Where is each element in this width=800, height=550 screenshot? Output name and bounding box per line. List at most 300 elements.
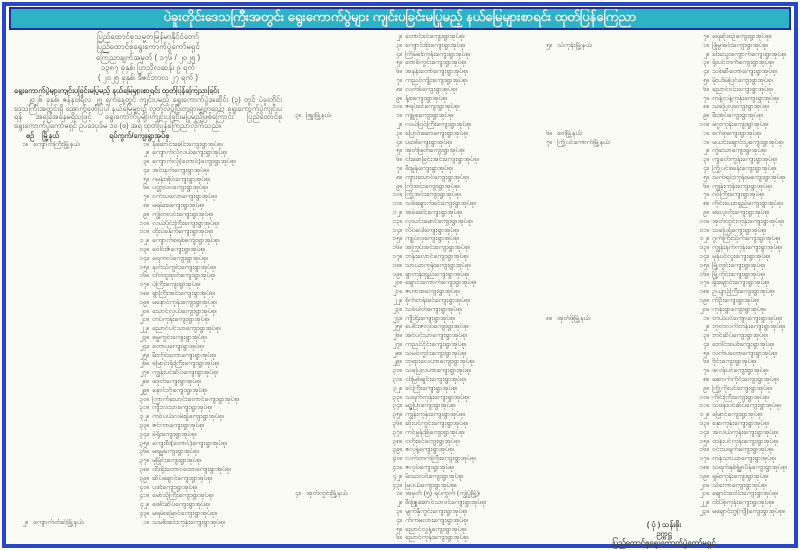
- village-number: ၁၂။: [699, 411, 709, 419]
- village-name: မယင်းချောင်းပွကျေးရွာအုပ်စု၊: [712, 138, 784, 146]
- village-name: ကြို့ပင်စခန်းကျေးရွာအုပ်စု၊: [712, 164, 777, 172]
- village-number: ၁၈။: [699, 288, 709, 296]
- village-name: မြောင်းရိုးကြီးကျေးရွာအုပ်စု၊: [152, 360, 220, 368]
- village-number: ၁၃။: [699, 244, 709, 252]
- village-number: ၁။: [396, 490, 402, 498]
- commission-name: ပြည်ထောင်စုရွေးကောက်ပွဲကော်မရှင်: [96, 42, 200, 51]
- village-number: ၃၆။: [392, 420, 402, 428]
- table-row: [14, 343, 282, 352]
- village-number: ၁၀။: [699, 393, 709, 401]
- table-row: [287, 367, 533, 376]
- village-name: သဖန်းပင်ဆိပ်ကျေးရွာအုပ်စု၊: [712, 402, 781, 410]
- right-column: [538, 33, 792, 547]
- village-number: ၄။: [396, 516, 402, 524]
- township-name: သဲကုန်းမြို့နယ်: [557, 41, 592, 49]
- table-row: [287, 227, 533, 236]
- village-number: ၉။: [703, 112, 709, 120]
- village-number: ၁၉။: [699, 472, 709, 480]
- village-number: ၃၄။: [392, 402, 402, 410]
- village-name: မနောင်ကုန်းကျေးရွာအုပ်စု၊: [152, 298, 217, 306]
- table-row: [538, 227, 792, 236]
- village-number: ၄၁။: [139, 492, 149, 500]
- column-b-rows: [287, 33, 533, 543]
- village-name: ကျီးရိုးကျေးရွာအုပ်စု၊: [405, 314, 455, 322]
- table-row: [14, 202, 282, 211]
- gregorian-date: ( ၂၀၂၅ ခုနှစ်၊ ဒီဇင်ဘာလ ၂၇ ရက် ): [97, 73, 199, 82]
- village-number: ၈။: [396, 173, 402, 181]
- table-row: [287, 95, 533, 104]
- village-number: ၂။: [396, 120, 402, 128]
- headline-text: ပဲခူးတိုင်းဒေသကြီးအတွင်း ရွေးကောက်ပွဲများ ကျင်းပခြင်းမပြုမည့် နယ်မြေများစာရင်း ထုတ်ပြန်ကြေညာ: [163, 9, 637, 24]
- village-name: ကြို့ကိုးပင်ကျေးရွာအုပ်စု၊: [712, 384, 772, 392]
- village-number: ၁၀။: [392, 103, 402, 111]
- table-row: [287, 59, 533, 68]
- village-name: ကဝ်ပယ်လမ်းခွဲကျေးရွာအုပ်စု၊: [152, 413, 224, 421]
- village-number: ၉။: [703, 384, 709, 392]
- table-row: [14, 387, 282, 396]
- village-number: ၁၉။: [139, 298, 149, 306]
- village-name: ဗောဓိကွင်းကျေးရွာအုပ်စု၊: [405, 59, 467, 67]
- table-row: [287, 323, 533, 332]
- village-number: ၅။: [143, 175, 149, 183]
- village-name: ဂဝ်ကြီးကျေးရွာအုပ်စု၊: [712, 191, 765, 199]
- village-name: ငတိုးခင်ကျေးရွာအုပ်စု၊: [405, 437, 460, 445]
- table-row: [14, 211, 282, 220]
- village-name: လိပ်ပေါကျေးရွာအုပ်စု၊: [405, 226, 459, 234]
- table-row: [538, 174, 792, 183]
- village-name: သာယာကုန်းကျေးရွာအုပ်စု၊: [405, 261, 471, 269]
- table-row: [538, 279, 792, 288]
- village-name: ခင်ကြီးကျေးရွာအုပ်စု၊: [405, 384, 457, 392]
- village-name: မဂွးကုန်းကျေးရွာအုပ်စု၊: [712, 120, 769, 128]
- village-number: ၂၁။: [139, 316, 149, 324]
- village-name: ကိုင်းယောရှည်ကျေးရွာအုပ်စု၊: [712, 200, 783, 208]
- village-name: ငါးမြစ်ချင်းကျေးရွာအုပ်စု၊: [405, 376, 466, 384]
- village-name: ပေါင်းဇလုပ်ကျေးရွာအုပ်စု၊: [405, 323, 469, 331]
- table-row: [287, 464, 533, 473]
- table-row: [287, 218, 533, 227]
- table-row: [14, 466, 282, 475]
- village-name: မရမ်းမြောင်ကျေးရွာအုပ်စု။: [152, 509, 217, 517]
- village-number: ၄။: [396, 50, 402, 58]
- table-row: [14, 299, 282, 308]
- village-name: ထန်းပင်ကုန်းကျေးရွာအုပ်စု၊: [712, 437, 779, 445]
- village-name: လက်ပတောကျေးရွာအုပ်စု၊: [712, 349, 777, 357]
- village-name: ကံကမလားကျေးရွာအုပ်စု၊: [405, 516, 468, 524]
- village-number: ၅။: [396, 147, 402, 155]
- village-number: ၁၄။: [699, 252, 709, 260]
- village-name: ဘင်ဆိပ်ကျေးရွာအုပ်စု၊: [712, 332, 768, 340]
- village-number: ၃၃။: [392, 393, 402, 401]
- signature-block: [544, 520, 784, 548]
- table-row: [14, 510, 282, 519]
- village-number: ၂။: [143, 149, 149, 157]
- village-name: သရက်ကုန်းကျေးရွာအုပ်စု၊: [405, 393, 469, 401]
- village-number: ၁၁။: [699, 226, 709, 234]
- table-row: [14, 325, 282, 334]
- village-number: ၄၂။: [392, 472, 402, 480]
- table-row: [538, 33, 792, 42]
- village-name: ညောင်လွန့်ကျေးရွာအုပ်စု၊: [405, 525, 467, 533]
- table-row: [14, 141, 282, 150]
- village-number: ၈။: [703, 376, 709, 384]
- village-number: ၉။: [143, 210, 149, 218]
- village-number: ၃၅။: [139, 439, 149, 447]
- village-name: ကျောက်စရစ်ကျေးရွာအုပ်စု၊: [152, 237, 220, 245]
- township-name: အုတ်ဖိုမြို့နယ်: [557, 314, 590, 322]
- village-number: ၂၂။: [140, 325, 149, 333]
- table-row: [538, 68, 792, 77]
- village-name: လယ်ပြင်ကြီးကျေးရွာအုပ်စု၊: [405, 120, 472, 128]
- table-row: [14, 264, 282, 273]
- village-name: ပြောင်ဆောကျေးရွာအုပ်စု၊: [405, 129, 469, 137]
- village-number: ၃။: [143, 158, 149, 166]
- village-number: ၃၅။: [392, 411, 402, 419]
- table-row: [287, 402, 533, 411]
- village-name: ခါးသွေးကျောက်ကျေးရွာအုပ်စု၊: [712, 50, 787, 58]
- village-number: ၁၄။: [392, 226, 402, 234]
- village-name: သပြေလဟာကျေးရွာအုပ်စု၊: [405, 367, 472, 375]
- table-row: [14, 316, 282, 325]
- village-name: ညောင်ဝင်းကျေးရွာအုပ်စု၊: [712, 85, 773, 93]
- table-row: [287, 297, 533, 306]
- table-row: [287, 376, 533, 385]
- signatory-name: ( ပုံ ) သန်းစိုး: [646, 519, 682, 529]
- table-row: [538, 464, 792, 473]
- table-row: [287, 288, 533, 297]
- village-name: မော်သိုကြီးကျေးရွာအုပ်စု၊: [152, 492, 214, 500]
- village-name: ဘုရားလေဟာကျေးရွာအုပ်စု၊: [405, 358, 475, 366]
- village-name: သောင်လှယ်ကျေးရွာအုပ်စု၊: [152, 307, 217, 315]
- village-number: ၂၃။: [139, 334, 149, 342]
- village-number: ၂။: [703, 147, 709, 155]
- village-name: မရမ္မကျေးရွာအုပ်စု၊: [152, 448, 199, 456]
- table-row: [14, 167, 282, 176]
- village-name: ကန်သာယာကျေးရွာအုပ်စု၊: [712, 455, 776, 463]
- table-row: [14, 457, 282, 466]
- township-name: အုတ်တွင်းမြို့နယ်: [306, 490, 348, 498]
- table-row: [14, 378, 282, 387]
- table-row: [538, 429, 792, 438]
- table-row: [287, 183, 533, 192]
- village-number: ၇။: [703, 33, 709, 40]
- table-row: [538, 323, 792, 332]
- village-number: ၉။: [703, 208, 709, 216]
- table-row: [538, 244, 792, 253]
- village-name: ထိုးပဲခနိုက်ကျေးရွာအုပ်စု၊: [152, 228, 214, 236]
- village-name: ကျွဲတလင်းကျေးရွာအုပ်စု၊: [152, 210, 214, 218]
- village-number: ၉။: [396, 182, 402, 190]
- village-name: ဇလုန့်ကျေးရွာအုပ်စု၊: [405, 446, 454, 454]
- village-name: အခဲခေါင်ကျေးရွာအုပ်စု၊: [405, 208, 463, 216]
- village-number: ၁။: [143, 140, 149, 148]
- village-number: ၃။: [396, 41, 402, 49]
- village-number: ၃။: [703, 156, 709, 164]
- table-row: [14, 237, 282, 246]
- village-name: သစ်ဆီတောကျေးရွာအုပ်စု၊: [712, 68, 777, 76]
- village-name: ရွာတန်းရှည်ကျေးရွာအုပ်စု၊: [405, 270, 469, 278]
- table-row: [287, 420, 533, 429]
- village-name: ဆိုးပင်ကွင်းကျေးရွာအုပ်စု၊: [405, 420, 468, 428]
- village-name: ဇင်ကာကျေးရွာအုပ်စု၊: [152, 422, 205, 429]
- village-number: ၁၆။: [699, 270, 709, 278]
- village-number: ၃။: [703, 59, 709, 67]
- village-number: ၁၅။: [139, 263, 149, 271]
- village-name: ကျွန်းပင်ဆိပ်ကျေးရွာအုပ်စု၊: [152, 369, 218, 377]
- table-row: [538, 218, 792, 227]
- village-name: ကန့်လန့်ကုန်းကျေးရွာအုပ်စု၊: [712, 94, 779, 102]
- village-name: ကုန်းရွာကျေးရွာအုပ်စု၊: [712, 305, 766, 313]
- village-number: ၁၃။: [699, 420, 709, 428]
- village-number: ၄။: [703, 340, 709, 348]
- left-column: [14, 32, 282, 528]
- table-row: [287, 482, 533, 491]
- village-name: တောပုကျေးရွာအုပ်စု၊: [152, 342, 204, 350]
- village-name: ဝက်သလောကျေးရွာအုပ်စု၊: [152, 193, 217, 201]
- village-number: ၁၅။: [392, 235, 402, 243]
- table-row: [14, 396, 282, 405]
- village-name: သရက်နှစ်မြွှာပိန်ကျေးရွာအုပ်စု၊: [712, 464, 787, 472]
- village-name: ဥယျာဉ်ကြီးကျေးရွာအုပ်စု၊: [712, 288, 775, 296]
- village-number: ၇။: [703, 367, 709, 375]
- table-row: [287, 262, 533, 271]
- village-name: ထီးရိုးတောဝထောကျေးရွာအုပ်စု၊: [152, 465, 231, 473]
- village-number: ၂၇။: [392, 340, 402, 348]
- village-number: ၂၄။: [392, 314, 402, 322]
- table-row: [287, 147, 533, 156]
- village-number: ၃၃။: [139, 422, 149, 429]
- village-number: ၅။: [703, 76, 709, 84]
- village-number: ၃၉။: [139, 474, 149, 482]
- township-name: ကြို့ပင်ကောက်မြို့နယ်: [557, 138, 610, 146]
- village-number: ၁၈။: [139, 290, 149, 298]
- township-number: ၆။: [546, 129, 552, 137]
- village-name: ကျုပ်လှကျေးရွာအုပ်စု၊: [405, 235, 459, 243]
- village-number: ၁။: [703, 314, 709, 322]
- table-row: [538, 77, 792, 86]
- village-number: ၂၀။: [139, 307, 149, 315]
- village-number: ၃၂။: [139, 413, 149, 421]
- table-row: [287, 271, 533, 280]
- village-name: မုန်ပင်လူးကျေးရွာအုပ်စု၊: [712, 252, 770, 260]
- village-number: ၂၂။: [393, 296, 402, 304]
- township-name: ဝေါမြို့နယ်: [557, 129, 582, 137]
- village-number: ၆။: [703, 358, 709, 366]
- village-number: ၆။: [703, 182, 709, 190]
- village-name: စိုက်တန်းခင်ကျေးရွာအုပ်စု၊: [405, 296, 470, 304]
- table-row: [538, 95, 792, 104]
- table-row: [14, 290, 282, 299]
- village-number: ၂၇။: [139, 369, 149, 377]
- village-number: ၆။: [143, 184, 149, 192]
- headline-banner: [9, 7, 791, 30]
- village-number: ၇။: [143, 193, 149, 201]
- village-number: ၃၄။: [139, 430, 149, 438]
- village-name: ငါးပိစ့်ကုန်းကျေးရွာအုပ်စု။: [712, 499, 775, 507]
- village-number: ၄၂။: [139, 501, 149, 509]
- table-row: [287, 235, 533, 244]
- village-name: ကင်မွန်းခြံကျေးရွာအုပ်စု၊: [405, 428, 465, 436]
- village-number: ၂၂။: [700, 499, 709, 507]
- table-row: [538, 253, 792, 262]
- village-number: ၂၄။: [139, 342, 149, 350]
- village-number: ၃၀။: [392, 367, 402, 375]
- table-row: [287, 315, 533, 324]
- table-row: [538, 385, 792, 394]
- table-row: [287, 499, 533, 508]
- table-row: [14, 158, 282, 167]
- village-name: ကြို့အင်းကျေးရွာအုပ်စု၊: [405, 191, 461, 199]
- table-row: [287, 86, 533, 95]
- village-number: ၂၆။: [139, 360, 149, 368]
- village-number: ၄။: [703, 164, 709, 172]
- village-name: အုတ်ဖြတ်ကျေးရွာအုပ်စု၊: [405, 147, 465, 155]
- header-serial: စဉ်: [26, 131, 35, 140]
- village-name: မျက်နှီကွင်းကျေးရွာအုပ်စု၊: [405, 508, 468, 516]
- township-number: ၃။: [295, 112, 301, 120]
- village-number: ၃၂။: [392, 384, 402, 392]
- table-row: [14, 492, 282, 501]
- village-name: နောင်ဘိုကျေးရွာအုပ်စု၊: [152, 386, 208, 394]
- village-number: ၂၀။: [392, 279, 402, 287]
- village-name: ဇလုပ်ကျေးရွာအုပ်စု၊: [405, 464, 455, 472]
- township-name: ကျောက်တံခါးမြို့နယ်: [33, 518, 84, 526]
- table-row: [538, 402, 792, 411]
- table-row: [287, 139, 533, 148]
- village-name: ဘန်းလောင်ကျေးရွာအုပ်စု၊: [405, 252, 469, 260]
- column-c-rows: [538, 33, 792, 517]
- village-number: ၃၆။: [139, 448, 149, 456]
- village-number: ၁။: [396, 112, 402, 120]
- village-number: ၃။: [396, 508, 402, 516]
- village-number: ၁၀။: [699, 120, 709, 128]
- village-name: မိဿလင်ကျေးရွာအုပ်စု၊: [405, 472, 464, 480]
- village-name: သဲကောကျေးရွာအုပ်စု၊: [712, 481, 767, 489]
- village-number: ၁၂။: [392, 208, 402, 216]
- township-name: ဖြူးမြို့နယ်: [306, 112, 331, 120]
- village-number: ၆။: [396, 68, 402, 76]
- village-name: ပဒေါကျေးရွာအုပ်စု၊: [405, 138, 452, 146]
- village-name: ရေဆိုးစဉ်ကျေးရွာအုပ်စု။: [712, 33, 772, 40]
- village-number: ၁။: [703, 41, 709, 49]
- village-name: ကြိမ်ခါးကုန်းကျေးရွာအုပ်စု၊: [405, 50, 471, 58]
- table-row: [538, 147, 792, 156]
- village-number: ၁၉။: [699, 296, 709, 304]
- village-number: ၁၇။: [699, 455, 709, 463]
- village-name: ချောင်းကောက်ကျေးရွာအုပ်စု၊: [405, 279, 477, 287]
- village-number: ၇။: [396, 76, 402, 84]
- village-number: ၁၀။: [699, 217, 709, 225]
- village-name: ရွာကြီးအင်းကျေးရွာအုပ်စု၊: [152, 290, 215, 298]
- table-row: [538, 350, 792, 359]
- village-number: ၂၈။: [139, 378, 149, 386]
- table-row: [287, 411, 533, 420]
- village-name: မချောင်းဂွ(ကျီ)ကျေးရွာအုပ်စု။: [712, 508, 785, 516]
- table-row: [538, 51, 792, 60]
- table-row: [538, 209, 792, 218]
- village-name: ကံဦးကျေးရွာအုပ်စု၊: [712, 296, 760, 304]
- village-number: ၂။: [703, 323, 709, 331]
- table-row: [538, 86, 792, 95]
- village-name: အင်းနက်ကျေးရွာအုပ်စု၊: [152, 166, 209, 174]
- table-row: [287, 209, 533, 218]
- township-number: ၂။: [22, 518, 28, 526]
- village-name: ကညင်ငိုင်းကျေးရွာအုပ်စု၊: [405, 340, 467, 348]
- table-row: [538, 315, 792, 324]
- table-row: [287, 341, 533, 350]
- village-number: ၂၁။: [699, 490, 709, 498]
- state-name: ပြည်ထောင်စုသမ္မတမြန်မာနိုင်ငံတော်: [97, 32, 199, 41]
- table-row: [14, 431, 282, 440]
- village-name: ကျောက်လုံ(တောင်)ကျေးရွာအုပ်စု၊: [152, 158, 236, 166]
- letterhead: [22, 32, 274, 83]
- table-row: [14, 255, 282, 264]
- table-row: [538, 297, 792, 306]
- table-row: [14, 246, 282, 255]
- village-number: ၄။: [143, 166, 149, 174]
- village-name: ကျောက်လုံလယ်ကျေးရွာအုပ်စု၊: [152, 149, 228, 157]
- table-row: [14, 220, 282, 229]
- village-name: နံ့စကျေးရွာအုပ်စု၊: [405, 94, 448, 102]
- village-name: နတ်သံကွင်းကျေးရွာအုပ်စု၊: [152, 263, 216, 271]
- table-row: [287, 526, 533, 535]
- table-row: [538, 288, 792, 297]
- table-row: [538, 112, 792, 121]
- village-name: လက်တက်ကြီးကျေးရွာအုပ်စု၊: [405, 455, 476, 463]
- village-name: မုမြိုင်းကျေးရွာအုပ်စု၊: [152, 457, 202, 465]
- table-row: [14, 360, 282, 369]
- table-row: [14, 176, 282, 185]
- village-number: ၁၄။: [139, 254, 149, 262]
- table-row: [287, 534, 533, 543]
- village-number: ၃။: [703, 332, 709, 340]
- table-row: [14, 184, 282, 193]
- table-row: [287, 508, 533, 517]
- middle-column: [287, 33, 533, 543]
- village-name: သစ်ချောက်ခင်ကျေးရွာအုပ်စု၊: [405, 200, 476, 208]
- village-number: ၁၂။: [699, 235, 709, 243]
- village-name: သက်ရင်းကုန်းမကျေးရွာအုပ်စု၊: [712, 173, 786, 181]
- township-number: ၇။: [546, 138, 552, 146]
- village-name: အမှတ် (၅) ရပ်ကွက် (ကျွဲပွဲမြို့)၊: [405, 490, 481, 498]
- table-row: [538, 411, 792, 420]
- village-name: ဇရပ်ခင်ကျေးရွာအုပ်စု၊: [405, 103, 460, 111]
- village-number: ၂၈။: [392, 349, 402, 357]
- village-number: ၁။: [703, 138, 709, 146]
- table-row: [287, 77, 533, 86]
- header-village: ရပ်ကွက်/ကျေးရွာအုပ်စု: [109, 131, 170, 140]
- village-name: တယ်ပင်ကျောကျေးရွာအုပ်စု၊: [712, 314, 782, 322]
- village-name: ငါးဆေခြင်းအင်းကျေးရွာအုပ်စု၊: [405, 156, 479, 164]
- village-number: ၉။: [396, 94, 402, 102]
- village-name: ကိုင်းကြီးကျေးရွာအုပ်စု၊: [712, 393, 769, 401]
- village-name: မြို့တွင်းကျေးရွာအုပ်စု၊: [712, 261, 766, 269]
- table-row: [287, 279, 533, 288]
- village-name: ရုံးပင်တက်ကျေးရွာအုပ်စု၊: [712, 59, 774, 67]
- village-name: ပတ္တလဝကျေးရွာအုပ်စု၊: [152, 184, 208, 192]
- table-row: [14, 519, 282, 528]
- header-township: မြို့နယ်: [42, 131, 60, 140]
- village-number: ၁၁။: [392, 200, 402, 208]
- village-number: ၃၁။: [139, 404, 149, 412]
- table-row: [287, 103, 533, 112]
- village-number: ၁၆။: [699, 446, 709, 454]
- table-row: [14, 228, 282, 237]
- table-row: [14, 413, 282, 422]
- table-row: [14, 272, 282, 281]
- myanmar-calendar-date: ၁၃၈၇ ခုနှစ်၊ ပြာသိုလဆန်း ၉ ရက်: [100, 63, 196, 72]
- table-row: [14, 149, 282, 158]
